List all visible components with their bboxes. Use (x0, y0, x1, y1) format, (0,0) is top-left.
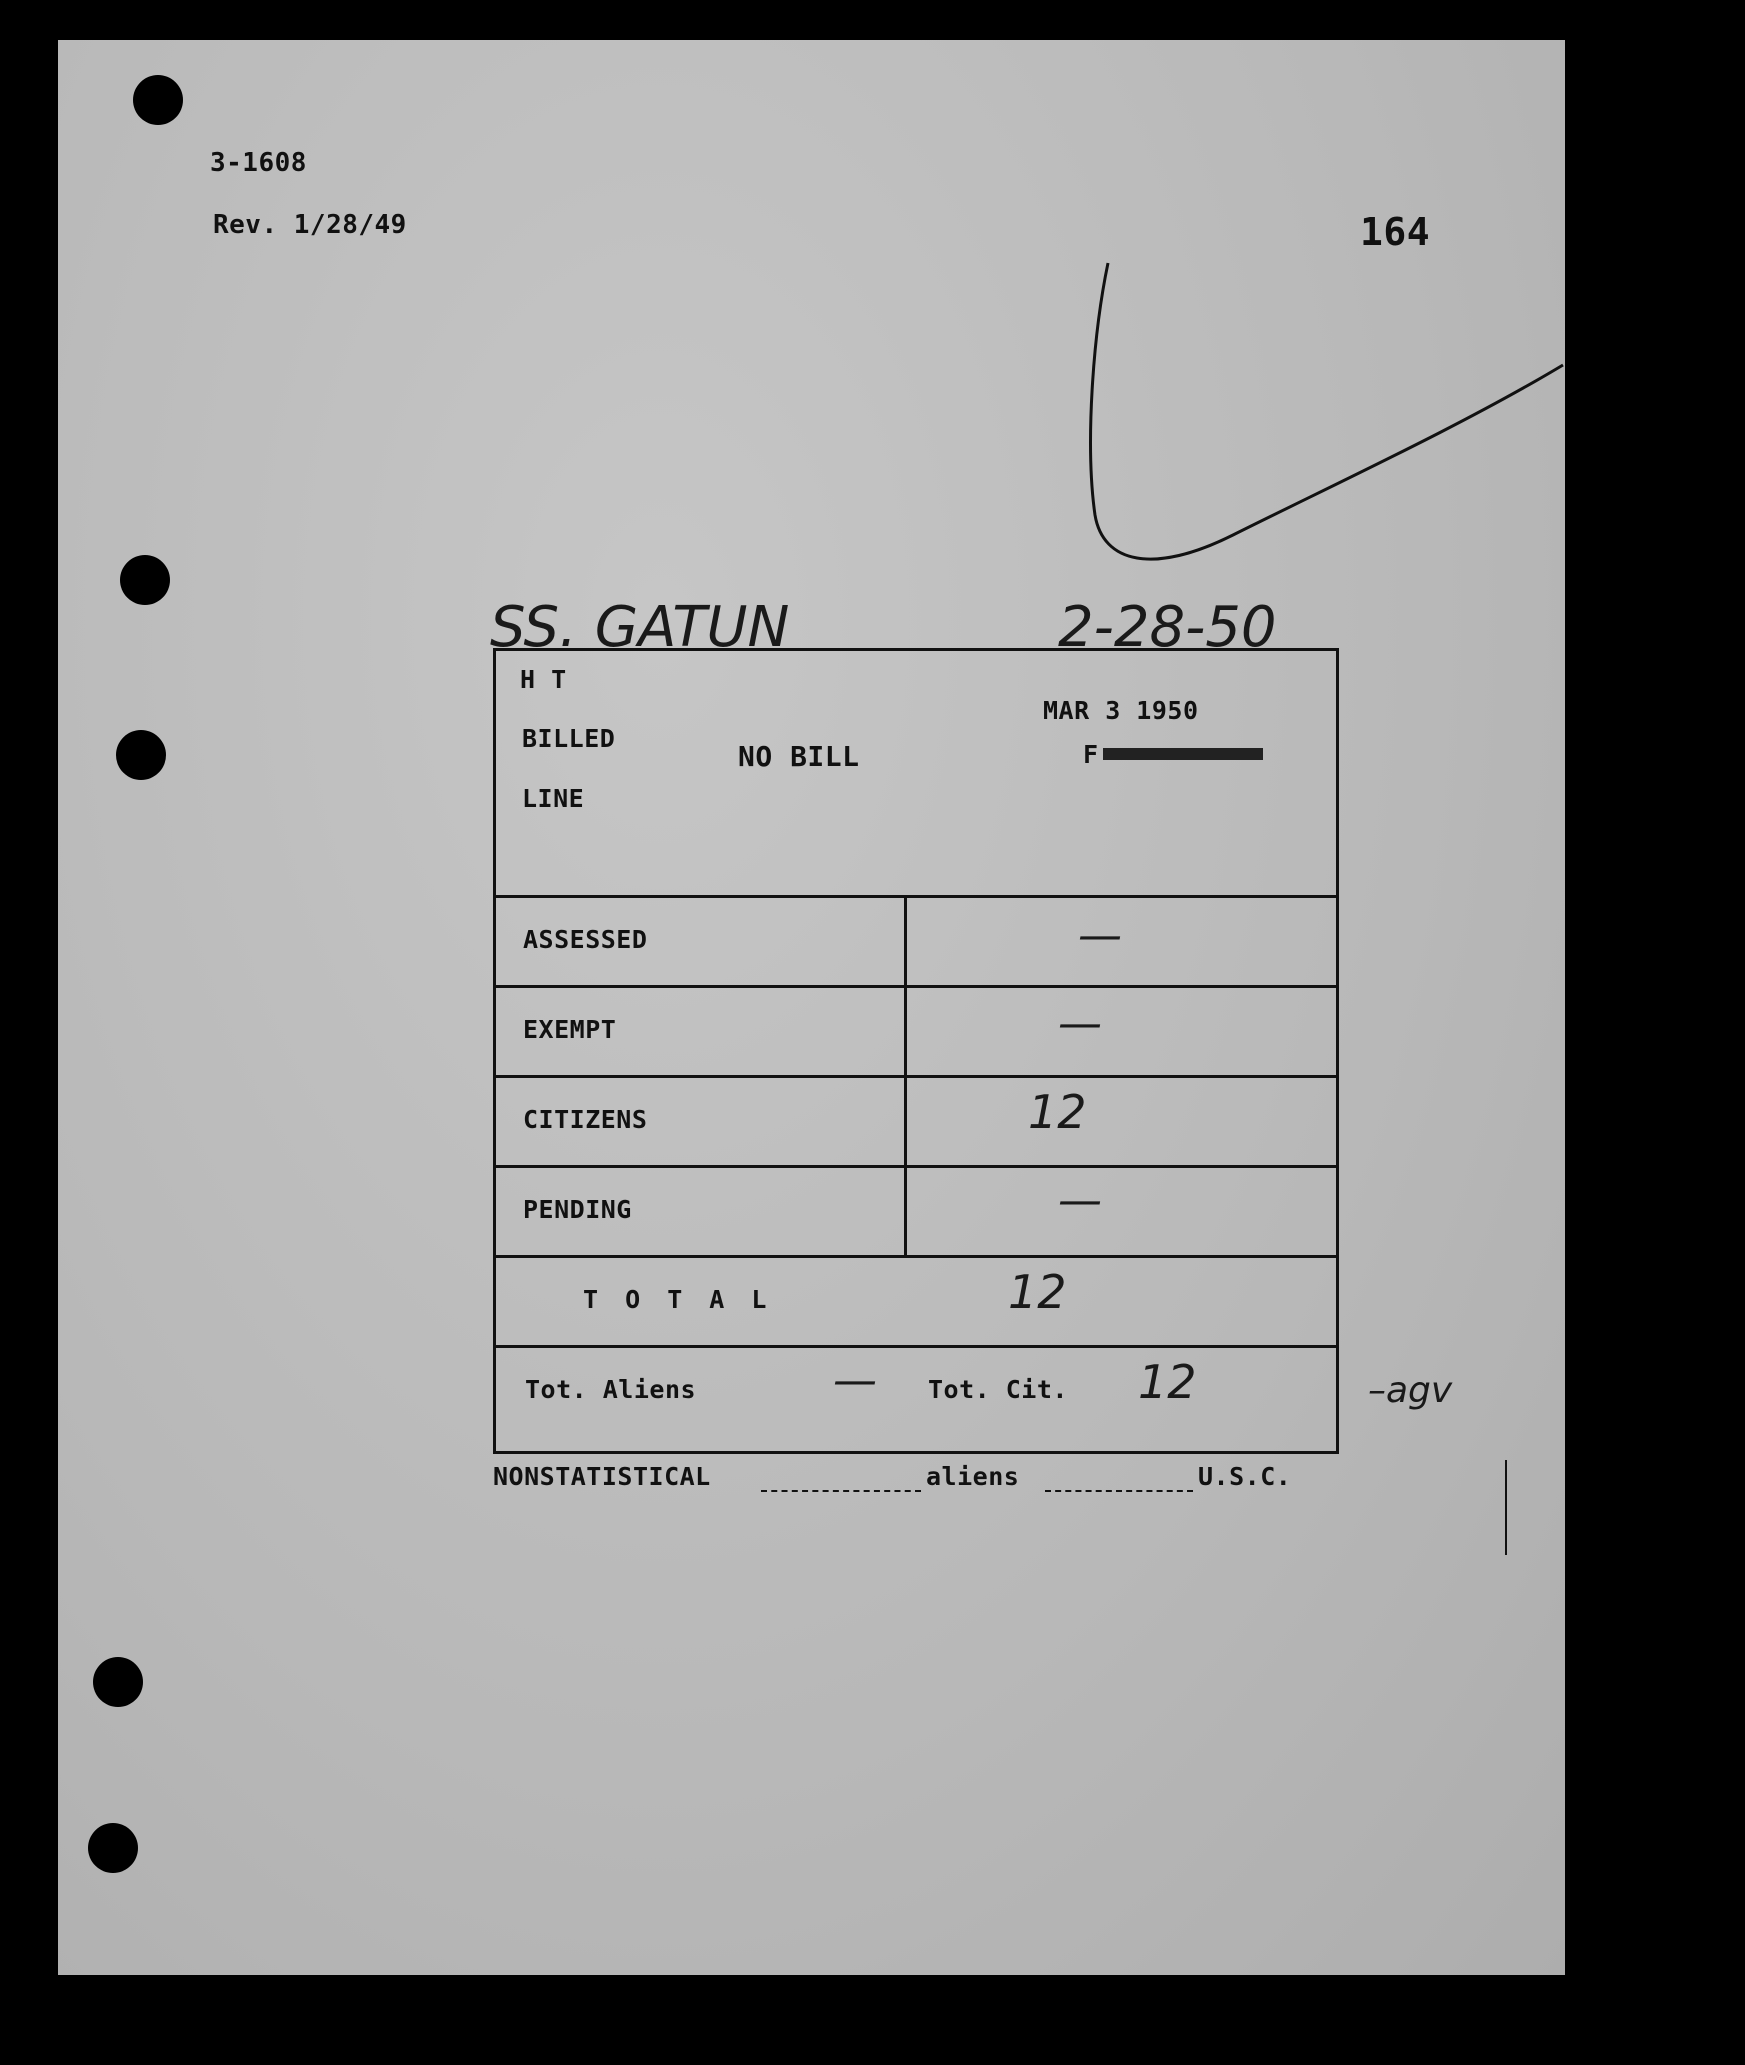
form-number: 3-1608 (210, 148, 307, 178)
label-line: LINE (522, 784, 585, 813)
struck-out-text (1103, 748, 1263, 760)
usc-label: U.S.C. (1198, 1462, 1292, 1491)
table-divider (493, 1075, 1336, 1078)
manifest-table (493, 648, 1339, 1454)
row-label-assessed: ASSESSED (523, 925, 648, 954)
row-value-pending: — (1058, 1175, 1102, 1226)
total-aliens-value: — (833, 1355, 877, 1406)
aliens-label: aliens (926, 1462, 1020, 1491)
check-mark (1073, 215, 1573, 595)
table-divider (493, 1165, 1336, 1168)
punch-hole (133, 75, 183, 125)
table-divider (493, 985, 1336, 988)
row-value-exempt: — (1058, 998, 1102, 1049)
page-number: 164 (1360, 210, 1431, 254)
stamp-extra: F (1083, 740, 1099, 769)
label-ht: H T (520, 665, 567, 694)
total-label: T O T A L (583, 1285, 773, 1314)
label-billed: BILLED (522, 724, 616, 753)
vessel-date: 2-28-50 (1058, 595, 1277, 660)
blank-line (1045, 1490, 1193, 1492)
column-divider (904, 895, 907, 1255)
table-divider (493, 1345, 1336, 1348)
blank-line (761, 1490, 921, 1492)
punch-hole (116, 730, 166, 780)
form-revision: Rev. 1/28/49 (213, 210, 407, 240)
row-value-assessed: — (1078, 910, 1122, 961)
nonstatistical-label: NONSTATISTICAL (493, 1462, 711, 1491)
total-aliens-label: Tot. Aliens (525, 1375, 697, 1404)
row-label-exempt: EXEMPT (523, 1015, 617, 1044)
total-citizens-value: 12 (1138, 1355, 1197, 1409)
document-page (58, 40, 1565, 1975)
row-label-citizens: CITIZENS (523, 1105, 648, 1134)
margin-mark (1505, 1460, 1507, 1555)
table-divider (493, 1255, 1336, 1258)
vessel-name: SS. GATUN (490, 595, 790, 660)
punch-hole (120, 555, 170, 605)
punch-hole (88, 1823, 138, 1873)
row-label-pending: PENDING (523, 1195, 632, 1224)
total-value: 12 (1008, 1265, 1067, 1319)
no-bill-stamp: NO BILL (738, 740, 860, 773)
punch-hole (93, 1657, 143, 1707)
table-divider (493, 895, 1336, 898)
total-citizens-label: Tot. Cit. (928, 1375, 1068, 1404)
received-date-stamp: MAR 3 1950 (1043, 696, 1199, 725)
margin-initials: –agv (1368, 1370, 1453, 1411)
row-value-citizens: 12 (1028, 1085, 1087, 1139)
